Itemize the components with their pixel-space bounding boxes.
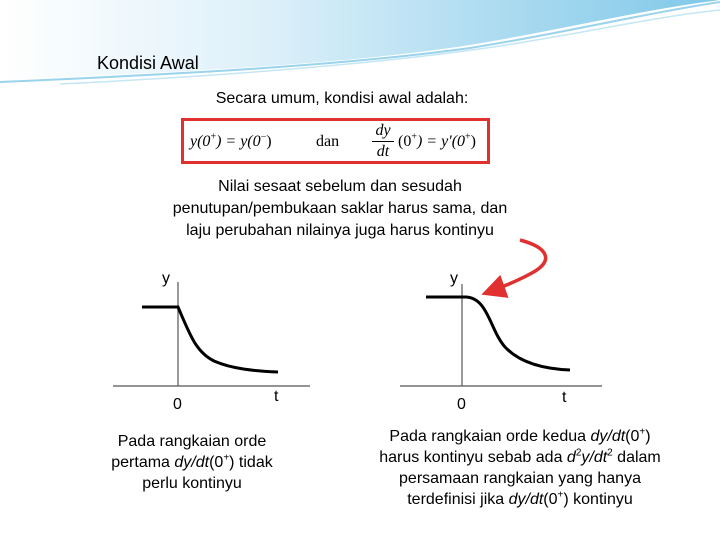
second-order-caption [350,426,690,510]
left-t-label: t [274,388,279,405]
formula-eq1-sup: − [260,131,267,143]
right-caption-line-3: persamaan rangkaian yang hanya [399,470,641,487]
first-order-graph [113,282,310,386]
note-line-1: Nilai sesaat sebelum dan sesudah [218,178,462,195]
intro-text: Secara umum, kondisi awal adalah: [215,90,469,107]
right-y-label: y [450,270,458,287]
formula-frac-den: dt [376,143,390,160]
second-order-graph [400,284,602,386]
formula-lhs: y(0 [190,133,211,150]
formula-conjunction: dan [316,133,340,150]
left-caption-line-2: pertama dy/dt(0+) tidak [111,452,273,471]
right-response-curve [426,297,570,370]
first-order-caption [92,431,292,494]
formula-lhs-sup: + [210,131,217,143]
pointer-arrow [486,240,546,293]
right-caption-line-2: harus kontinyu sebab ada $d^2y/dt^2$ dalam [379,447,661,466]
formula-rhs: (0 [398,133,412,150]
right-caption-line-4: terdefinisi jika dy/dt(0+) kontinyu [407,489,633,508]
formula-eq1-end: ) [266,133,272,150]
formula-rhs-end: ) [470,133,476,150]
left-y-label: y [162,270,170,287]
formula-frac-num: dy [375,122,391,139]
note-line-2: penutupan/pembukaan saklar harus sama, dan [172,200,508,217]
formula-rhs-sup2: + [465,131,471,143]
formula-rhs-mid: ) = y′(0 [416,133,466,150]
left-caption-line-1: Pada rangkaian orde [117,433,267,450]
right-t-label: t [562,389,567,406]
formula-rhs-sup: + [411,131,417,143]
right-caption-line-1: Pada rangkaian orde kedua dy/dt(0+) [389,426,651,445]
left-response-curve [142,307,278,372]
note-line-3: laju perubahan nilainya juga harus kontinyu [186,222,494,239]
right-origin-label: 0 [457,396,466,413]
left-origin-label: 0 [173,396,182,413]
formula-eq1: ) = y(0 [216,133,261,150]
slide-title: Kondisi Awal [97,53,199,73]
left-caption-line-3: perlu kontinyu [142,475,242,492]
